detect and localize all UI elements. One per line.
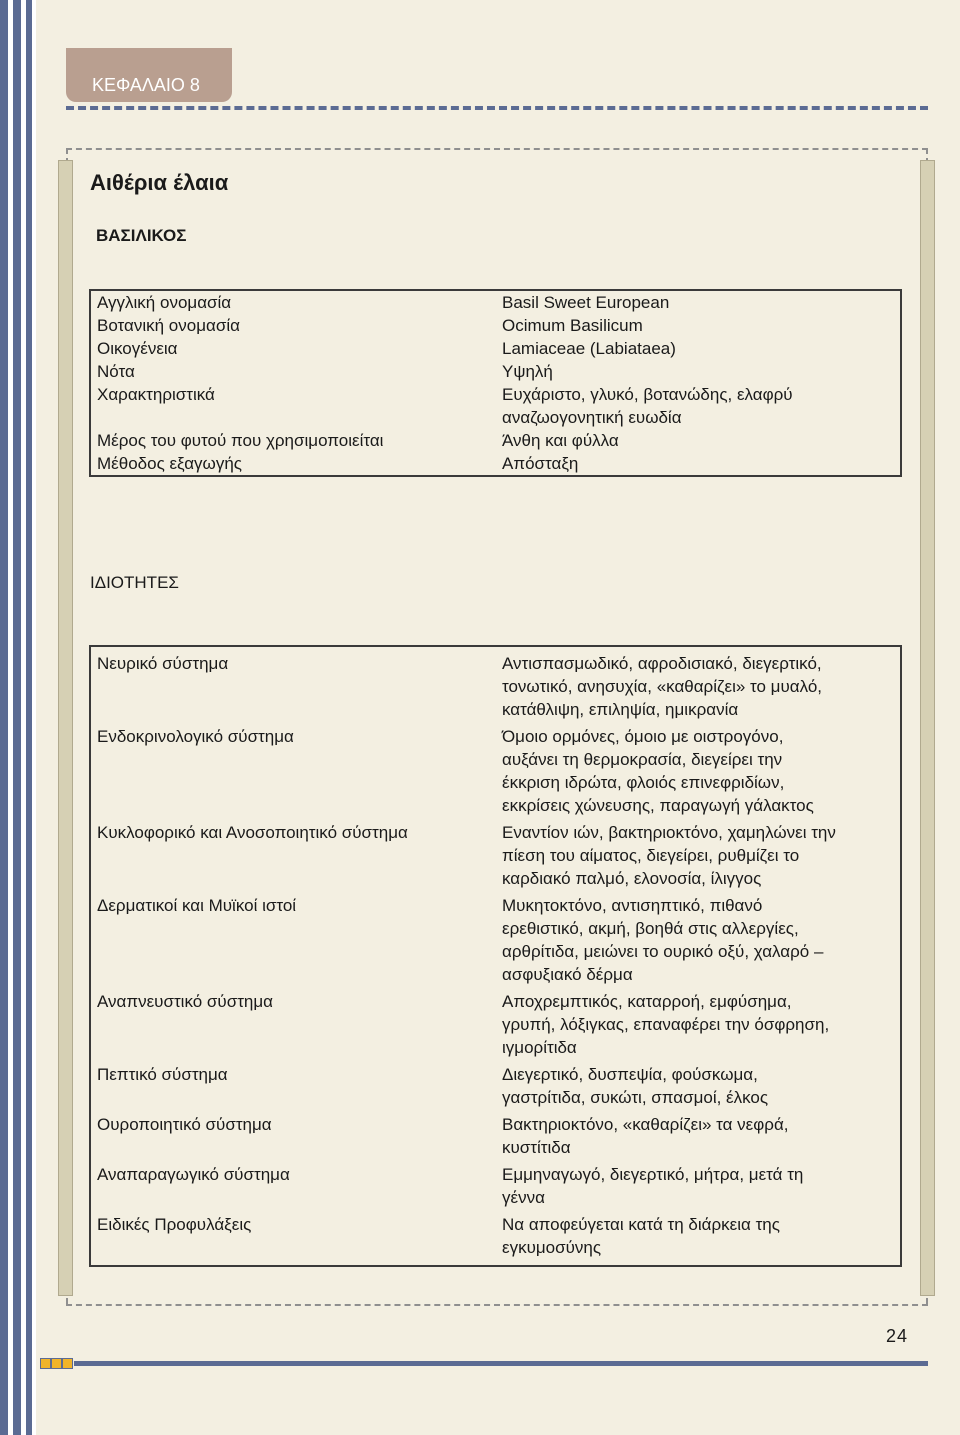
info-value: Υψηλή [496,360,901,383]
info-row [90,429,901,452]
system-effects [496,1061,901,1111]
effect-line: ιγμορίτιδα [502,1038,577,1057]
effect-line: Διεγερτικό, δυσπεψία, φούσκωμα, [502,1065,758,1084]
info-label: Οικογένεια [90,337,496,360]
body-system: Αναπνευστικό σύστημα [90,988,496,1061]
info-row [90,290,901,314]
effect-line: ασφυξιακό δέρμα [502,965,633,984]
effect-line: γρυπή, λόξιγκας, επαναφέρει την όσφρηση, [502,1015,830,1034]
content-frame-bottom [66,1304,928,1306]
system-effects [496,1111,901,1161]
property-row [90,1211,901,1266]
side-stripe [13,0,21,1435]
property-row [90,988,901,1061]
page-number: 24 [886,1326,909,1346]
effect-line: αυξάνει τη θερμοκρασία, διεγείρει την [502,750,783,769]
info-value: Lamiaceae (Labiataea) [496,337,901,360]
page-title: Αιθέρια έλαια [90,170,229,195]
effect-line: Εμμηναγωγό, διεγερτικό, μήτρα, μετά τη [502,1165,804,1184]
system-effects [496,723,901,819]
system-effects [496,892,901,988]
effect-line: αρθρίτιδα, μειώνει το ουρικό οξύ, χαλαρό – [502,942,824,961]
info-row [90,360,901,383]
system-effects [496,646,901,723]
property-row [90,1061,901,1111]
side-stripe [0,0,8,1435]
footer-marker-icon [62,1358,73,1369]
info-table [89,289,902,477]
system-effects [496,988,901,1061]
body-system: Νευρικό σύστημα [90,646,496,723]
right-margin-bar [920,160,935,1296]
effect-line: γέννα [502,1188,545,1207]
info-value: Ocimum Basilicum [496,314,901,337]
system-effects [496,1211,901,1266]
effect-line: καρδιακό παλμό, ελονοσία, ίλιγγος [502,869,762,888]
footer-marker-icon [40,1358,51,1369]
body-system: Αναπαραγωγικό σύστημα [90,1161,496,1211]
property-row [90,892,901,988]
effect-line: Όμοιο ορμόνες, όμοιο με οιστρογόνο, [502,727,784,746]
effect-line: Εναντίον ιών, βακτηριοκτόνο, χαμηλώνει την [502,823,836,842]
oil-name: ΒΑΣΙΛΙΚΟΣ [96,226,187,245]
effect-line: Να αποφεύγεται κατά τη διάρκεια της [502,1215,780,1234]
properties-heading: ΙΔΙΟΤΗΤΕΣ [90,573,179,592]
info-row [90,452,901,476]
effect-line: Αποχρεμπτικός, καταρροή, εμφύσημα, [502,992,792,1011]
effect-line: Μυκητοκτόνο, αντισηπτικό, πιθανό [502,896,763,915]
info-row [90,337,901,360]
info-label: Νότα [90,360,496,383]
info-value: Απόσταξη [496,452,901,476]
effect-line: κατάθλιψη, επιληψία, ημικρανία [502,700,739,719]
info-label: Μέθοδος εξαγωγής [90,452,496,476]
footer-marker-icon [51,1358,62,1369]
effect-line: έκκριση ιδρώτα, φλοιός επινεφριδίων, [502,773,785,792]
body-system: Ενδοκρινολογικό σύστημα [90,723,496,819]
info-value: Ευχάριστο, γλυκό, βοτανώδης, ελαφρύ αναζωογονητική ευωδία [496,383,901,429]
body-system: Δερματικοί και Μυϊκοί ιστοί [90,892,496,988]
system-effects [496,819,901,892]
info-row [90,383,901,429]
info-label: Μέρος του φυτού που χρησιμοποιείται [90,429,496,452]
body-system: Ειδικές Προφυλάξεις [90,1211,496,1266]
property-row [90,646,901,723]
info-label: Βοτανική ονομασία [90,314,496,337]
body-system: Πεπτικό σύστημα [90,1061,496,1111]
property-row [90,819,901,892]
info-value: Άνθη και φύλλα [496,429,901,452]
effect-line: τονωτικό, ανησυχία, «καθαρίζει» το μυαλό, [502,677,823,696]
property-row [90,1111,901,1161]
system-effects [496,1161,901,1211]
header-dashed-rule [66,106,928,110]
effect-line: γαστρίτιδα, συκώτι, σπασμοί, έλκος [502,1088,769,1107]
body-system: Ουροποιητικό σύστημα [90,1111,496,1161]
content-frame-top [66,148,928,150]
info-row [90,314,901,337]
body-system: Κυκλοφορικό και Ανοσοποιητικό σύστημα [90,819,496,892]
side-stripe [26,0,32,1435]
info-value: Basil Sweet European [496,290,901,314]
property-row [90,723,901,819]
property-row [90,1161,901,1211]
effect-line: Αντισπασμωδικό, αφροδισιακό, διεγερτικό, [502,654,822,673]
effect-line: κυστίτιδα [502,1138,571,1157]
left-margin-bar [58,160,73,1296]
effect-line: ερεθιστικό, ακμή, βοηθά στις αλλεργίες, [502,919,799,938]
footer-rule [74,1361,928,1366]
info-label: Αγγλική ονομασία [90,290,496,314]
info-label: Χαρακτηριστικά [90,383,496,429]
effect-line: εγκυμοσύνης [502,1238,602,1257]
properties-table [89,645,902,1267]
effect-line: Βακτηριοκτόνο, «καθαρίζει» τα νεφρά, [502,1115,789,1134]
chapter-tab: ΚΕΦΑΛΑΙΟ 8 [66,48,232,102]
effect-line: πίεση του αίματος, διεγείρει, ρυθμίζει το [502,846,800,865]
effect-line: εκκρίσεις χώνευσης, παραγωγή γάλακτος [502,796,814,815]
